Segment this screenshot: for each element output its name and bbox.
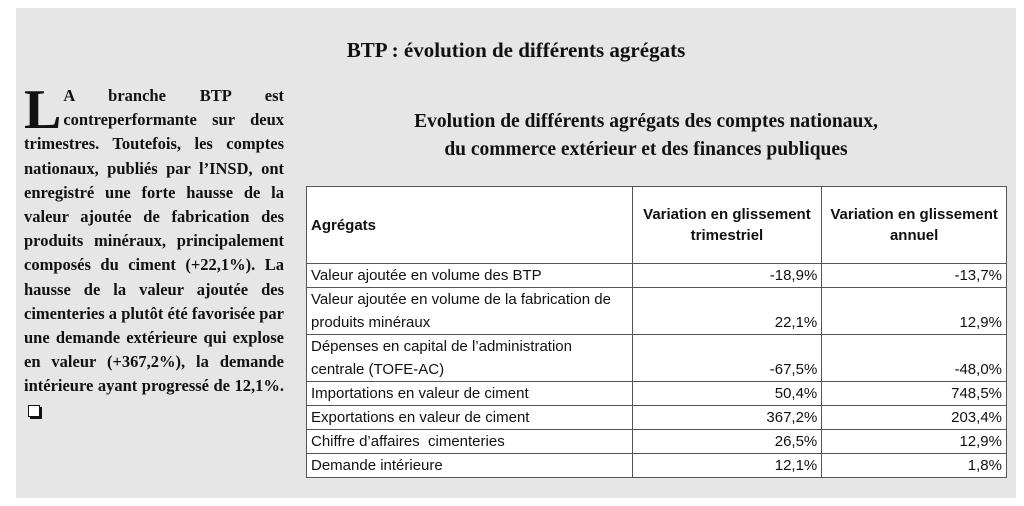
row-trimestriel: -67,5% — [632, 335, 822, 382]
row-trimestriel: 26,5% — [632, 430, 822, 454]
row-annuel: -48,0% — [822, 335, 1007, 382]
table-row — [307, 406, 1007, 430]
row-label: Valeur ajoutée en volume des BTP — [307, 264, 633, 288]
row-label: Valeur ajoutée en volume de la fabrication de produits minéraux — [307, 288, 633, 335]
table-title-line-2: du commerce extérieur et des finances publiques — [444, 139, 848, 160]
table-row — [307, 454, 1007, 478]
article-body — [24, 79, 284, 423]
article-panel — [16, 8, 1016, 498]
table-row — [307, 335, 1007, 382]
row-annuel: 12,9% — [822, 288, 1007, 335]
row-trimestriel: -18,9% — [632, 264, 822, 288]
row-annuel: 748,5% — [822, 382, 1007, 406]
table-row — [307, 288, 1007, 335]
row-annuel: 203,4% — [822, 406, 1007, 430]
article-text: A branche BTP est contreperformante sur deux trimestres. Toutefois, les comptes nationaux, publiés par l’INSD, ont enregistré une forte hausse de la valeur ajoutée de fabrication des produits minéraux, principalement composés du ciment (+22,1%). La hausse de la valeur ajoutée des cimenteries a plutôt été favorisée par une demande extérieure qui explose en valeur (+367,2%), la demande intérieure ayant progressé de 12,1%. — [24, 86, 284, 396]
page-title: BTP : évolution de différents agrégats — [346, 38, 686, 62]
row-annuel: 12,9% — [822, 430, 1007, 454]
row-annuel: -13,7% — [822, 264, 1007, 288]
header-trimestriel: Variation en glissement trimestriel — [632, 187, 822, 264]
row-annuel: 1,8% — [822, 454, 1007, 478]
row-trimestriel: 367,2% — [632, 406, 822, 430]
header-aggregats: Agrégats — [307, 187, 633, 264]
row-trimestriel: 12,1% — [632, 454, 822, 478]
table-header-row — [307, 187, 1007, 264]
aggregates-table — [306, 186, 1007, 478]
end-square-icon — [28, 405, 40, 417]
table-title — [306, 108, 986, 164]
row-label: Demande intérieure — [307, 454, 633, 478]
table-row — [307, 382, 1007, 406]
row-label: Exportations en valeur de ciment — [307, 406, 633, 430]
row-label: Chiffre d’affaires cimenteries — [307, 430, 633, 454]
header-annuel: Variation en glissement annuel — [822, 187, 1007, 264]
table-title-line-1: Evolution de différents agrégats des comptes nationaux, — [414, 111, 878, 132]
drop-cap: L — [24, 79, 62, 141]
table-row — [307, 430, 1007, 454]
row-label: Dépenses en capital de l’administration centrale (TOFE-AC) — [307, 335, 633, 382]
row-trimestriel: 50,4% — [632, 382, 822, 406]
row-trimestriel: 22,1% — [632, 288, 822, 335]
row-label: Importations en valeur de ciment — [307, 382, 633, 406]
table-row — [307, 264, 1007, 288]
